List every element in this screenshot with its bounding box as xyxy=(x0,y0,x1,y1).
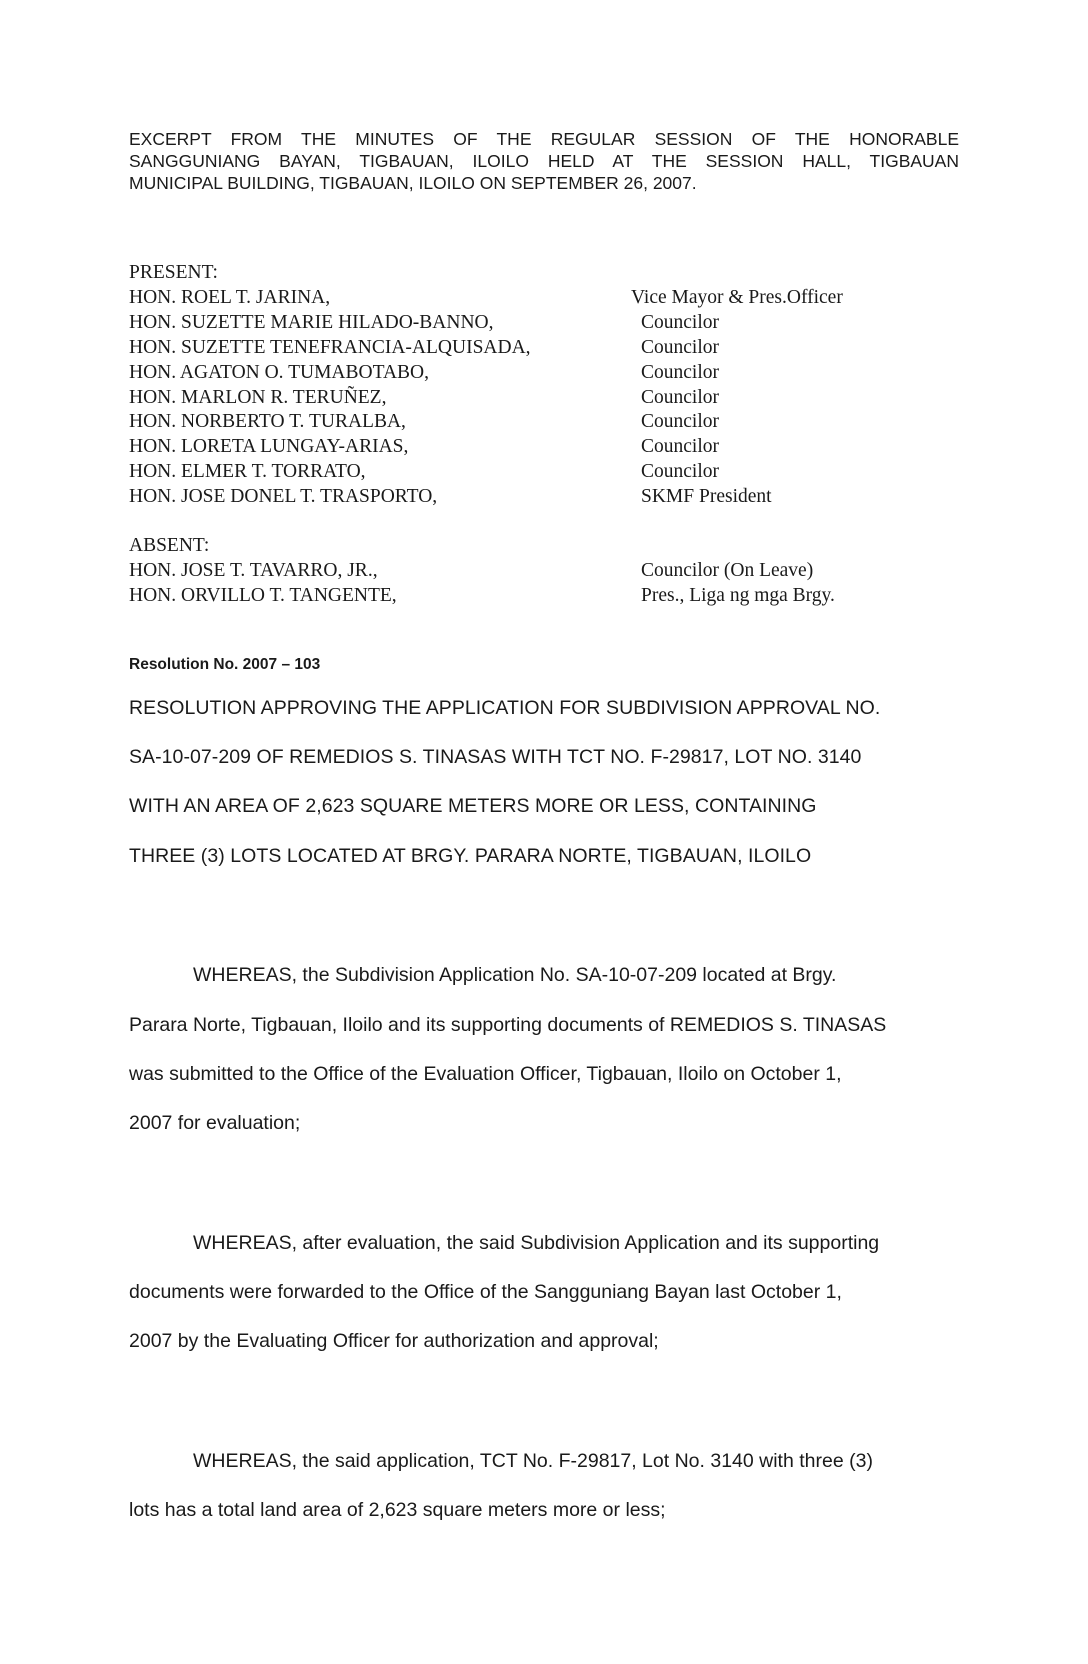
whereas-line: 2007 for evaluation; xyxy=(129,1112,301,1134)
resolution-title-line: WITH AN AREA OF 2,623 SQUARE METERS MORE OR LESS, CONTAINING xyxy=(129,795,817,817)
whereas-line: 2007 by the Evaluating Officer for authorization and approval; xyxy=(129,1330,659,1352)
whereas-line: was submitted to the Office of the Evaluation Officer, Tigbauan, Iloilo on October 1, xyxy=(129,1063,842,1085)
present-label: PRESENT: xyxy=(129,262,218,283)
absent-label: ABSENT: xyxy=(129,535,210,556)
absentee-position: Pres., Liga ng mga Brgy. xyxy=(641,585,835,606)
whereas-line: Parara Norte, Tigbauan, Iloilo and its supporting documents of REMEDIOS S. TINASAS xyxy=(129,1014,887,1036)
whereas-line: lots has a total land area of 2,623 square meters more or less; xyxy=(129,1499,666,1521)
whereas-line: documents were forwarded to the Office of the Sangguniang Bayan last October 1, xyxy=(129,1281,842,1303)
absentee-row xyxy=(129,585,959,610)
attendee-row xyxy=(129,362,959,387)
attendee-position: Councilor xyxy=(641,312,719,333)
attendee-name: HON. LORETA LUNGAY-ARIAS, xyxy=(129,436,409,457)
attendee-name: HON. MARLON R. TERUÑEZ, xyxy=(129,387,387,408)
attendee-position: Councilor xyxy=(641,387,719,408)
attendee-position: Councilor xyxy=(641,362,719,383)
attendee-row xyxy=(129,486,959,511)
attendee-row xyxy=(129,411,959,436)
resolution-title-line: THREE (3) LOTS LOCATED AT BRGY. PARARA NORTE, TIGBAUAN, ILOILO xyxy=(129,845,812,867)
attendee-name: HON. ROEL T. JARINA, xyxy=(129,287,331,308)
attendee-position: SKMF President xyxy=(641,486,772,507)
resolution-title-line: SA-10-07-209 OF REMEDIOS S. TINASAS WITH TCT NO. F-29817, LOT NO. 3140 xyxy=(129,746,862,768)
attendee-position: Councilor xyxy=(641,337,719,358)
whereas-line: WHEREAS, after evaluation, the said Subdivision Application and its supporting xyxy=(193,1232,880,1254)
absentee-name: HON. JOSE T. TAVARRO, JR., xyxy=(129,560,378,581)
header-line: EXCERPT FROM THE MINUTES OF THE REGULAR SESSION OF THE HONORABLE xyxy=(129,129,959,149)
attendee-position: Councilor xyxy=(641,461,719,482)
absentee-name: HON. ORVILLO T. TANGENTE, xyxy=(129,585,397,606)
whereas-line: WHEREAS, the said application, TCT No. F-29817, Lot No. 3140 with three (3) xyxy=(193,1450,873,1472)
header-line: SANGGUNIANG BAYAN, TIGBAUAN, ILOILO HELD AT THE SESSION HALL, TIGBAUAN xyxy=(129,151,959,171)
absentee-row xyxy=(129,560,959,585)
absentee-position: Councilor (On Leave) xyxy=(641,560,814,581)
attendee-name: HON. SUZETTE TENEFRANCIA-ALQUISADA, xyxy=(129,337,531,358)
attendee-name: HON. JOSE DONEL T. TRASPORTO, xyxy=(129,486,438,507)
attendee-position: Vice Mayor & Pres.Officer xyxy=(631,287,843,308)
attendee-position: Councilor xyxy=(641,411,719,432)
attendee-name: HON. NORBERTO T. TURALBA, xyxy=(129,411,406,432)
attendee-row xyxy=(129,387,959,412)
resolution-number: Resolution No. 2007 – 103 xyxy=(129,656,321,673)
attendee-row xyxy=(129,461,959,486)
whereas-line: WHEREAS, the Subdivision Application No. SA-10-07-209 located at Brgy. xyxy=(193,964,837,986)
attendee-row xyxy=(129,312,959,337)
attendee-name: HON. SUZETTE MARIE HILADO-BANNO, xyxy=(129,312,494,333)
header-line: MUNICIPAL BUILDING, TIGBAUAN, ILOILO ON SEPTEMBER 26, 2007. xyxy=(129,173,697,193)
resolution-title-line: RESOLUTION APPROVING THE APPLICATION FOR SUBDIVISION APPROVAL NO. xyxy=(129,697,881,719)
attendee-name: HON. ELMER T. TORRATO, xyxy=(129,461,366,482)
attendee-row xyxy=(129,337,959,362)
attendee-row xyxy=(129,287,959,312)
minutes-header xyxy=(129,128,959,194)
attendee-row xyxy=(129,436,959,461)
attendee-position: Councilor xyxy=(641,436,719,457)
attendee-name: HON. AGATON O. TUMABOTABO, xyxy=(129,362,429,383)
